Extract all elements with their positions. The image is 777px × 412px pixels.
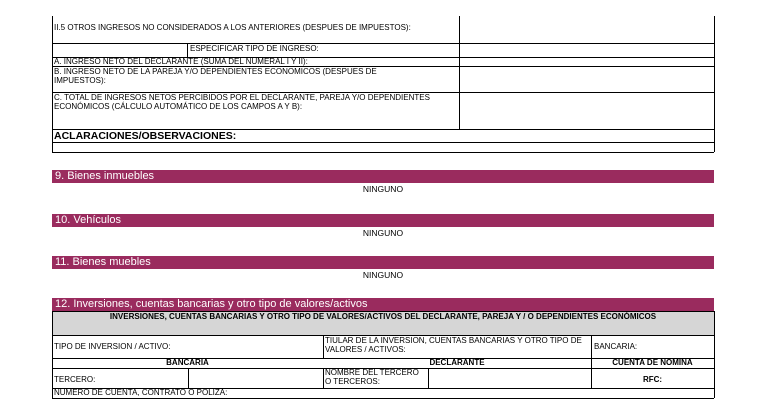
section-vehiculos-header: 10. Vehículos [52,214,714,227]
bancaria-field-label: BANCARIA: [594,343,638,351]
declarante-value: DECLARANTE [429,359,485,367]
bancaria-value: BANCARIA [166,359,209,367]
tipo-inversion-label: TIPO DE INVERSIÓN / ACTIVO: [54,343,171,351]
income-b-label: B. INGRESO NETO DE LA PAREJA Y/O DEPENDIENTES ECONÓMICOS (DESPUÉS DE IMPUESTOS): [54,68,377,85]
tercero-label: TERCERO: [54,376,96,384]
section-bienes-muebles-value: NINGUNO [362,270,404,280]
section-bienes-inmuebles-value: NINGUNO [362,184,404,194]
aclaraciones-heading: ACLARACIONES/OBSERVACIONES: [54,130,237,142]
investments-table-header: INVERSIONES, CUENTAS BANCARIAS Y OTRO TIPO DE VALORES/ACTIVOS DEL DECLARANTE, PAREJA Y / O DEPENDIENTES ECONÓMICOS [52,311,714,335]
section-bienes-muebles-header: 11. Bienes muebles [52,256,714,269]
nombre-tercero-label: NOMBRE DEL TERCERO O TERCEROS: [325,369,419,386]
income-a-label: A. INGRESO NETO DEL DECLARANTE (SUMA DEL NUMERAL I Y II): [54,58,308,66]
numero-cuenta-label: NÚMERO DE CUENTA, CONTRATO O PÓLIZA: [54,389,228,397]
section-bienes-inmuebles-header: 9. Bienes inmuebles [52,170,714,183]
specify-income-type-label: ESPECIFICAR TIPO DE INGRESO: [190,45,319,53]
section-inversiones-header: 12. Inversiones, cuentas bancarias y otro tipo de valores/activos [52,298,714,311]
section-vehiculos-value: NINGUNO [362,228,404,238]
cuenta-nomina-value: CUENTA DE NÓMINA [612,359,693,367]
income-c-label: C. TOTAL DE INGRESOS NETOS PERCIBIDOS POR EL DECLARANTE, PAREJA Y/O DEPENDIENTES ECONÓMICOS (CÁLCULO AUTOMÁTICO DE LOS CAMPOS A Y B): [54,94,430,111]
rfc-label: RFC: [642,376,663,384]
titular-inversion-label: TIULAR DE LA INVERSIÓN, CUENTAS BANCARIAS Y OTRO TIPO DE VALORES / ACTIVOS: [325,337,582,354]
income-ii5-label: II.5 OTROS INGRESOS NO CONSIDERADOS A LOS ANTERIORES (DESPUÉS DE IMPUESTOS): [54,24,411,32]
